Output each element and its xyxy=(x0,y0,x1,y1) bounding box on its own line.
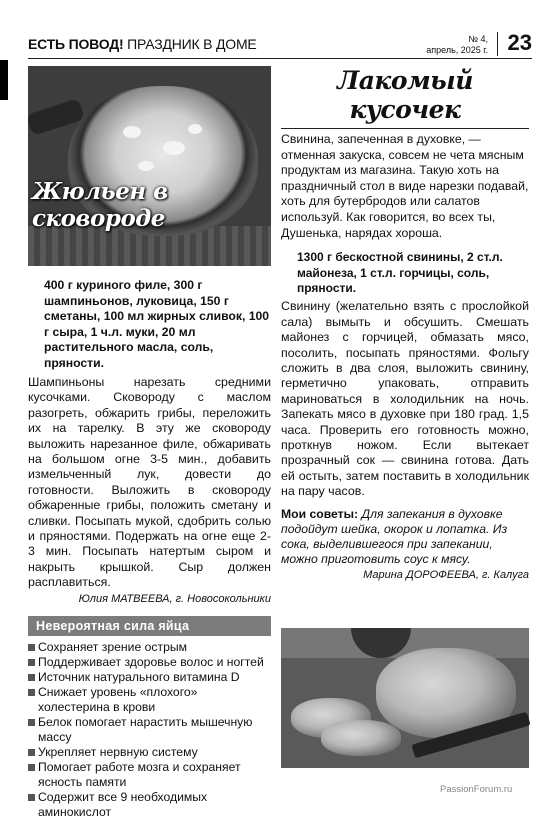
title-divider xyxy=(281,128,529,129)
list-item: Белок помогает нарастить мышечную массу xyxy=(28,715,271,745)
left-column xyxy=(28,66,271,820)
right-column xyxy=(281,66,529,581)
list-item: Содержит все 9 необходимых аминокислот xyxy=(28,790,271,820)
recipe-title-julien: Жюльен в сковороде xyxy=(32,178,168,232)
list-item: Снижает уровень «плохого» холестерина в крови xyxy=(28,685,271,715)
list-item: Сохраняет зрение острым xyxy=(28,640,271,655)
lakomy-intro: Свинина, запеченная в духовке, — отменная закуска, совсем не чета мясным продуктам из магазина. Такую хоть на праздничный стол в виде нарезки подавай, хоть для бутербродов или салатов используй. Как говорится, во всех ты, Душенька, нарядах хороша. xyxy=(281,132,529,240)
page-number: 23 xyxy=(507,30,532,55)
advice-label: Мои советы: xyxy=(281,506,359,521)
julien-photo xyxy=(28,66,271,266)
issue-info xyxy=(426,34,488,56)
sauce-bowl-graphic xyxy=(351,628,411,658)
julien-ingredients: 400 г куриного филе, 300 г шампиньонов, луковица, 150 г сметаны, 100 мл жирных сливок, 100 г сыра, 1 ч.л. муки, 20 мл растительного масла, соль, пряности. xyxy=(44,278,270,370)
issue-date: апрель, 2025 г. xyxy=(426,45,488,55)
page-edge-tab xyxy=(0,60,8,100)
lakomy-author: Марина ДОРОФЕЕВА, г. Калуга xyxy=(363,569,529,582)
list-item: Укрепляет нервную систему xyxy=(28,745,271,760)
lakomy-ingredients: 1300 г бескостной свинины, 2 ст.л. майонеза, 1 ст.л. горчицы, соль, пряности. xyxy=(297,250,503,295)
page-header xyxy=(28,32,532,59)
magazine-title xyxy=(28,36,257,52)
pork-photo xyxy=(281,628,529,768)
header-divider xyxy=(497,32,498,56)
list-item: Помогает работе мозга и сохраняет ясность памяти xyxy=(28,760,271,790)
magazine-name: ЕСТЬ ПОВОД! xyxy=(28,36,124,52)
list-item: Поддерживает здоровье волос и ногтей xyxy=(28,655,271,670)
julien-author: Юлия МАТВЕЕВА, г. Новосокольники xyxy=(78,592,271,605)
egg-benefits-list xyxy=(28,640,271,820)
lakomy-method: Свинину (желательно взять с прослойкой сала) вымыть и обсушить. Смешать майонез с горчицей, обмазать мясо, посолить, посыпать пряностями. Фольгу сложить в два слоя, выложить свинину, герметично упаковать, отправить мариноваться в холодильник на ночь. Запекать мясо в духовке при 180 град. 1,5 часа. Проверить его готовность можно, проткнув ножом. Если вытекает прозрачный сок — свинина готова. Дать ей остыть, затем поставить в холодильник на пару часов. xyxy=(281,299,529,499)
advice-text: Для запекания в духовке подойдут шейка, окорок и лопатка. Из сока, выделившегося при запекании, можно приготовить соус к мясу. xyxy=(281,506,508,567)
egg-box-title: Невероятная сила яйца xyxy=(28,616,271,636)
section-name: ПРАЗДНИК В ДОМЕ xyxy=(127,36,257,52)
advice-block xyxy=(281,507,529,568)
recipe-title-lakomy: Лакомый кусочек xyxy=(337,66,473,124)
watermark: PassionForum.ru xyxy=(440,784,513,795)
pork-slice-graphic xyxy=(321,720,401,756)
list-item: Источник натурального витамина D xyxy=(28,670,271,685)
issue-number: № 4, xyxy=(468,34,488,44)
julien-method: Шампиньоны нарезать средними кусочками. Сковороду с маслом разогреть, обжарить грибы, переложить их на тарелку. В эту же сковороду выложить нарезанное филе, обжаривать на большом огне 3-5 мин., добавить измельченный лук, довести до готовности. Выложить в сковороду обжаренные грибы, положить сметану и сливки. Посыпать мукой, сдобрить солью и пряностями. Подержать на огне еще 2-3 мин. Посыпать натертым сыром и накрыть крышкой. Сыр должен расплавиться. xyxy=(28,375,271,590)
